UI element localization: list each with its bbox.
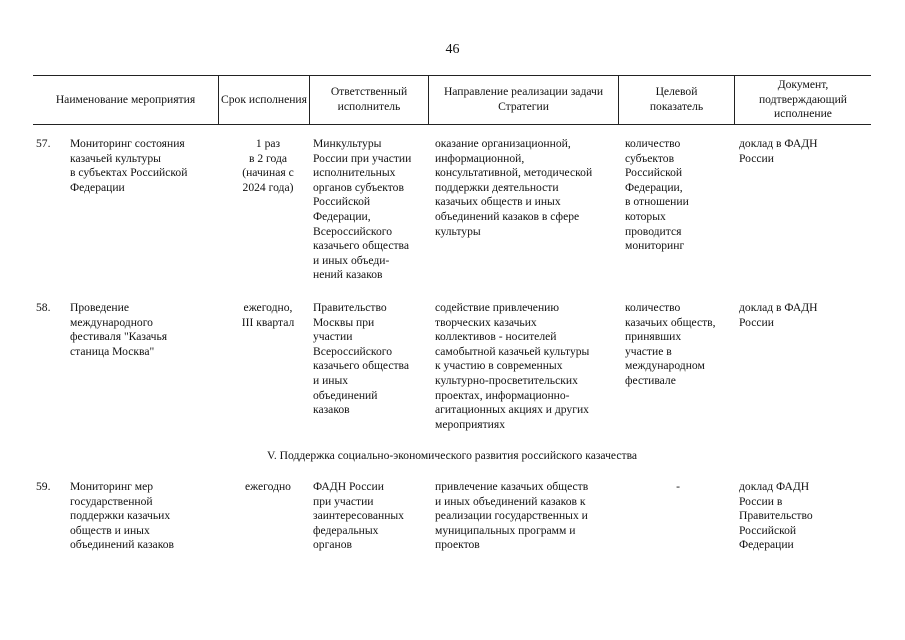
confirming-document-line: Федерации xyxy=(739,538,794,552)
strategy-direction-line: проектах, информационно- xyxy=(435,388,570,402)
strategy-direction-line: реализации государственных и xyxy=(435,509,588,523)
event-name-line: поддержки казачьих xyxy=(70,509,171,523)
event-name-cell xyxy=(70,301,220,359)
strategy-direction-line: культуры xyxy=(435,224,481,238)
responsible-executor-line: Федерации, xyxy=(313,209,371,223)
responsible-executor-cell xyxy=(313,301,431,418)
responsible-executor-line: органов xyxy=(313,538,352,552)
target-indicator-line: принявших xyxy=(625,330,682,344)
responsible-executor-line: объединений xyxy=(313,388,378,402)
target-indicator-line: в отношении xyxy=(625,195,689,209)
event-name-line: Мониторинг мер xyxy=(70,480,154,493)
row-number-line: 58. xyxy=(36,301,51,314)
target-indicator-line: количество xyxy=(625,137,681,150)
target-indicator-line: участие в xyxy=(625,344,672,358)
event-name-line: фестиваля "Казачья xyxy=(70,330,168,344)
target-indicator-line: казачьих обществ, xyxy=(625,315,716,329)
confirming-document-line: доклад ФАДН xyxy=(739,480,810,493)
confirming-document-line: России xyxy=(739,151,774,165)
responsible-executor-line: России при участии xyxy=(313,151,412,165)
strategy-direction-cell xyxy=(435,301,621,432)
responsible-executor-line: Российской xyxy=(313,195,371,209)
header-executor: Ответственный исполнитель xyxy=(330,85,408,113)
target-indicator-line: фестивале xyxy=(625,373,676,387)
target-indicator-line: количество xyxy=(625,301,681,314)
strategy-direction-line: оказание организационной, xyxy=(435,137,571,150)
event-name-cell xyxy=(70,480,220,553)
target-indicator-line: Российской xyxy=(625,166,683,180)
strategy-direction-line: казачьих обществ и иных xyxy=(435,195,561,209)
row-number-line: 57. xyxy=(36,137,51,150)
responsible-executor-line: и иных xyxy=(313,373,349,387)
strategy-direction-line: объединений казаков в сфере xyxy=(435,209,580,223)
target-indicator-cell xyxy=(625,137,731,254)
event-name-line: обществ и иных xyxy=(70,523,150,537)
strategy-direction-cell xyxy=(435,137,621,239)
deadline-line: III квартал xyxy=(241,315,295,329)
responsible-executor-line: Всероссийского xyxy=(313,224,392,238)
confirming-document-cell xyxy=(739,301,864,330)
strategy-direction-line: поддержки деятельности xyxy=(435,180,559,194)
header-name: Наименование мероприятия xyxy=(55,92,196,106)
row-number-line: 59. xyxy=(36,480,51,493)
responsible-executor-cell xyxy=(313,137,431,283)
event-name-cell xyxy=(70,137,220,195)
responsible-executor-cell xyxy=(313,480,431,553)
responsible-executor-line: казачьего общества xyxy=(313,239,410,253)
event-name-line: Проведение xyxy=(70,301,129,314)
responsible-executor-line: органов субъектов xyxy=(313,180,404,194)
strategy-direction-line: к участию в современных xyxy=(435,359,563,373)
header-document: Документ, подтверждающий исполнение xyxy=(758,78,848,121)
strategy-direction-line: консультативной, методической xyxy=(435,166,593,180)
target-indicator-line: проводится xyxy=(625,224,682,238)
confirming-document-line: Правительство xyxy=(739,509,813,523)
strategy-direction-line: культурно-просветительских xyxy=(435,373,578,387)
header-term: Срок исполнения xyxy=(221,92,307,106)
deadline-line: в 2 года xyxy=(248,151,288,165)
responsible-executor-line: участии xyxy=(313,330,353,344)
strategy-direction-line: привлечение казачьих обществ xyxy=(435,480,589,493)
event-name-line: казачьей культуры xyxy=(70,151,161,165)
confirming-document-cell xyxy=(739,480,864,553)
confirming-document-cell xyxy=(739,137,864,166)
target-indicator-line: мониторинг xyxy=(625,239,685,253)
strategy-direction-line: творческих казачьих xyxy=(435,315,537,329)
deadline-line: 1 раз xyxy=(255,137,281,150)
strategy-direction-line: и иных объединений казаков к xyxy=(435,494,586,508)
strategy-direction-line: коллективов - носителей xyxy=(435,330,557,344)
confirming-document-line: России в xyxy=(739,494,783,508)
header-indicator: Целевой показатель xyxy=(649,85,704,113)
target-indicator-line: которых xyxy=(625,209,666,223)
strategy-direction-line: муниципальных программ и xyxy=(435,523,576,537)
responsible-executor-line: и иных объеди- xyxy=(313,253,390,267)
target-indicator-line: Федерации, xyxy=(625,180,683,194)
row-number-cell xyxy=(36,480,64,495)
responsible-executor-line: при участии xyxy=(313,494,374,508)
responsible-executor-line: казачьего общества xyxy=(313,359,410,373)
row-number-cell xyxy=(36,301,64,316)
strategy-direction-line: агитационных акциях и других xyxy=(435,403,589,417)
event-name-line: Мониторинг состояния xyxy=(70,137,185,150)
responsible-executor-line: казаков xyxy=(313,403,350,417)
table-top-rule xyxy=(33,75,871,76)
table-header-rule xyxy=(33,124,871,125)
event-name-line: в субъектах Российской xyxy=(70,166,188,180)
responsible-executor-line: Правительство xyxy=(313,301,387,314)
strategy-direction-line: самобытной казачьей культуры xyxy=(435,344,590,358)
responsible-executor-line: Всероссийского xyxy=(313,344,392,358)
confirming-document-line: доклад в ФАДН xyxy=(739,137,818,150)
section-title: V. Поддержка социально-экономического развития российского казачества xyxy=(266,449,638,462)
target-indicator-cell xyxy=(625,480,731,495)
deadline-cell xyxy=(226,301,310,330)
target-indicator-line: международном xyxy=(625,359,705,373)
responsible-executor-line: исполнительных xyxy=(313,166,396,180)
event-name-line: станица Москва" xyxy=(70,344,155,358)
strategy-direction-line: содействие привлечению xyxy=(435,301,560,314)
deadline-line: 2024 года) xyxy=(242,180,294,194)
target-indicator-line: - xyxy=(676,480,680,493)
deadline-line: ежегодно xyxy=(245,480,291,493)
deadline-cell xyxy=(226,480,310,495)
deadline-line: ежегодно, xyxy=(243,301,293,314)
strategy-direction-line: проектов xyxy=(435,538,480,552)
responsible-executor-line: заинтересованных xyxy=(313,509,404,523)
strategy-direction-cell xyxy=(435,480,621,553)
row-number-cell xyxy=(36,137,64,152)
responsible-executor-line: нений казаков xyxy=(313,268,383,282)
responsible-executor-line: федеральных xyxy=(313,523,379,537)
event-name-line: государственной xyxy=(70,494,153,508)
confirming-document-line: Российской xyxy=(739,523,797,537)
event-name-line: международного xyxy=(70,315,153,329)
header-direction: Направление реализации задачи Стратегии xyxy=(443,85,604,113)
deadline-cell xyxy=(226,137,310,195)
strategy-direction-line: мероприятиях xyxy=(435,417,506,431)
confirming-document-line: России xyxy=(739,315,774,329)
responsible-executor-line: Москвы при xyxy=(313,315,375,329)
deadline-line: (начиная с xyxy=(242,166,294,180)
responsible-executor-line: ФАДН России xyxy=(313,480,384,493)
target-indicator-line: субъектов xyxy=(625,151,675,165)
event-name-line: объединений казаков xyxy=(70,538,175,552)
target-indicator-cell xyxy=(625,301,731,389)
page-number: 46 xyxy=(445,42,460,57)
confirming-document-line: доклад в ФАДН xyxy=(739,301,818,314)
strategy-direction-line: информационной, xyxy=(435,151,525,165)
responsible-executor-line: Минкультуры xyxy=(313,137,382,150)
event-name-line: Федерации xyxy=(70,180,125,194)
